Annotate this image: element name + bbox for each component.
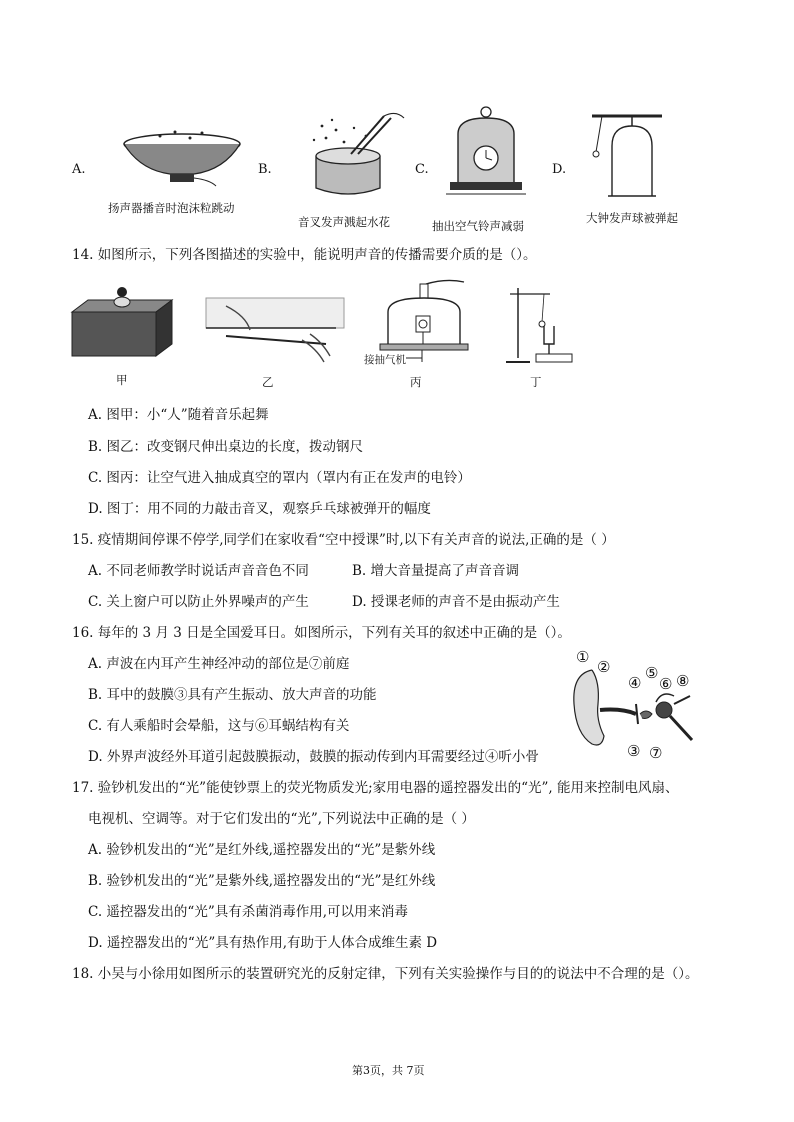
q14-fig-label-jia: 甲 [116,373,128,387]
q15-choice-d: D. 授课老师的声音不是由振动产生 [352,594,560,610]
q17-stem-line2: 电视机、空调等。对于它们发出的“光”,下列说法中正确的是（ ） [88,811,475,827]
q16-choice-c: C. 有人乘船时会晕船，这与⑥耳蜗结构有关 [88,718,350,734]
q14-pump-label: 接抽气机 [364,354,406,366]
q17-choice-c: C. 遥控器发出的“光”具有杀菌消毒作用,可以用来消毒 [88,904,409,920]
figure-ding [492,282,576,368]
figure-jia [72,286,172,358]
ear-label-8: ⑧ [676,672,690,690]
ear-label-3: ③ [627,742,641,760]
q16-choice-d: D. 外界声波经外耳道引起鼓膜振动，鼓膜的振动传到内耳需要经过④听小骨 [88,749,539,765]
ear-label-6: ⑥ [659,675,673,693]
ear-label-4: ④ [628,674,642,692]
q13-caption-c: 抽出空气铃声减弱 [432,219,524,233]
ear-label-7: ⑦ [649,744,663,762]
q14-choice-b: B. 图乙：改变钢尺伸出桌边的长度，拨动钢尺 [88,439,364,455]
q14-fig-label-bing: 丙 [410,375,422,389]
q17-choice-a: A. 验钞机发出的“光”是红外线,遥控器发出的“光”是紫外线 [88,842,436,858]
q13-caption-a: 扬声器播音时泡沫粒跳动 [108,201,235,215]
q14-stem: 14. 如图所示，下列各图描述的实验中，能说明声音的传播需要介质的是（）。 [72,247,537,263]
q15-choice-a: A. 不同老师教学时说话声音音色不同 [88,563,309,579]
ear-label-2: ② [597,658,611,676]
q13-option-d: D. [552,162,567,177]
q13-caption-b: 音叉发声溅起水花 [298,215,390,229]
q14-fig-label-yi: 乙 [262,375,274,389]
q16-stem: 16. 每年的 3 月 3 日是全国爱耳日。如图所示，下列有关耳的叙述中正确的是（）。 [72,625,571,641]
ear-label-5: ⑤ [645,664,659,682]
q18-stem: 18. 小吴与小徐用如图所示的装置研究光的反射定律，下列有关实验操作与目的的说法中不合理的是（）。 [72,966,699,982]
q17-choice-d: D. 遥控器发出的“光”具有热作用,有助于人体合成维生素 D [88,935,438,951]
q13-option-c: C. [415,162,429,177]
q16-choice-b: B. 耳中的鼓膜③具有产生振动、放大声音的功能 [88,687,377,703]
speaker-foam-figure [120,128,250,190]
ear-label-1: ① [576,648,590,666]
q14-choice-a: A. 图甲：小“人”随着音乐起舞 [88,407,269,423]
tuning-fork-water-figure [296,108,406,208]
figure-yi [206,286,344,366]
q13-option-a: A. [72,162,86,177]
q14-choice-c: C. 图丙：让空气进入抽成真空的罩内（罩内有正在发声的电铃） [88,470,471,486]
q14-choice-d: D. 图丁：用不同的力敲击音叉，观察乒乓球被弹开的幅度 [88,501,431,517]
q15-stem: 15. 疫情期间停课不停学,同学们在家收看“空中授课”时,以下有关声音的说法,正确的是（ ） [72,532,615,548]
q15-choice-c: C. 关上窗户可以防止外界噪声的产生 [88,594,309,610]
q17-stem-line1: 17. 验钞机发出的“光”能使钞票上的荧光物质发光;家用电器的遥控器发出的“光”, 能用来控制电风扇、 [72,780,679,796]
bell-ball-figure [588,112,668,202]
q15-choice-b: B. 增大音量提高了声音音调 [352,563,520,579]
q13-caption-d: 大钟发声球被弹起 [586,211,678,225]
page-footer: 第3页，共 7页 [352,1064,425,1077]
q16-choice-a: A. 声波在内耳产生神经冲动的部位是⑦前庭 [88,656,350,672]
bell-jar-figure [446,104,526,200]
q17-choice-b: B. 验钞机发出的“光”是紫外线,遥控器发出的“光”是红外线 [88,873,436,889]
q14-fig-label-ding: 丁 [530,375,542,389]
q13-option-b: B. [258,162,272,177]
